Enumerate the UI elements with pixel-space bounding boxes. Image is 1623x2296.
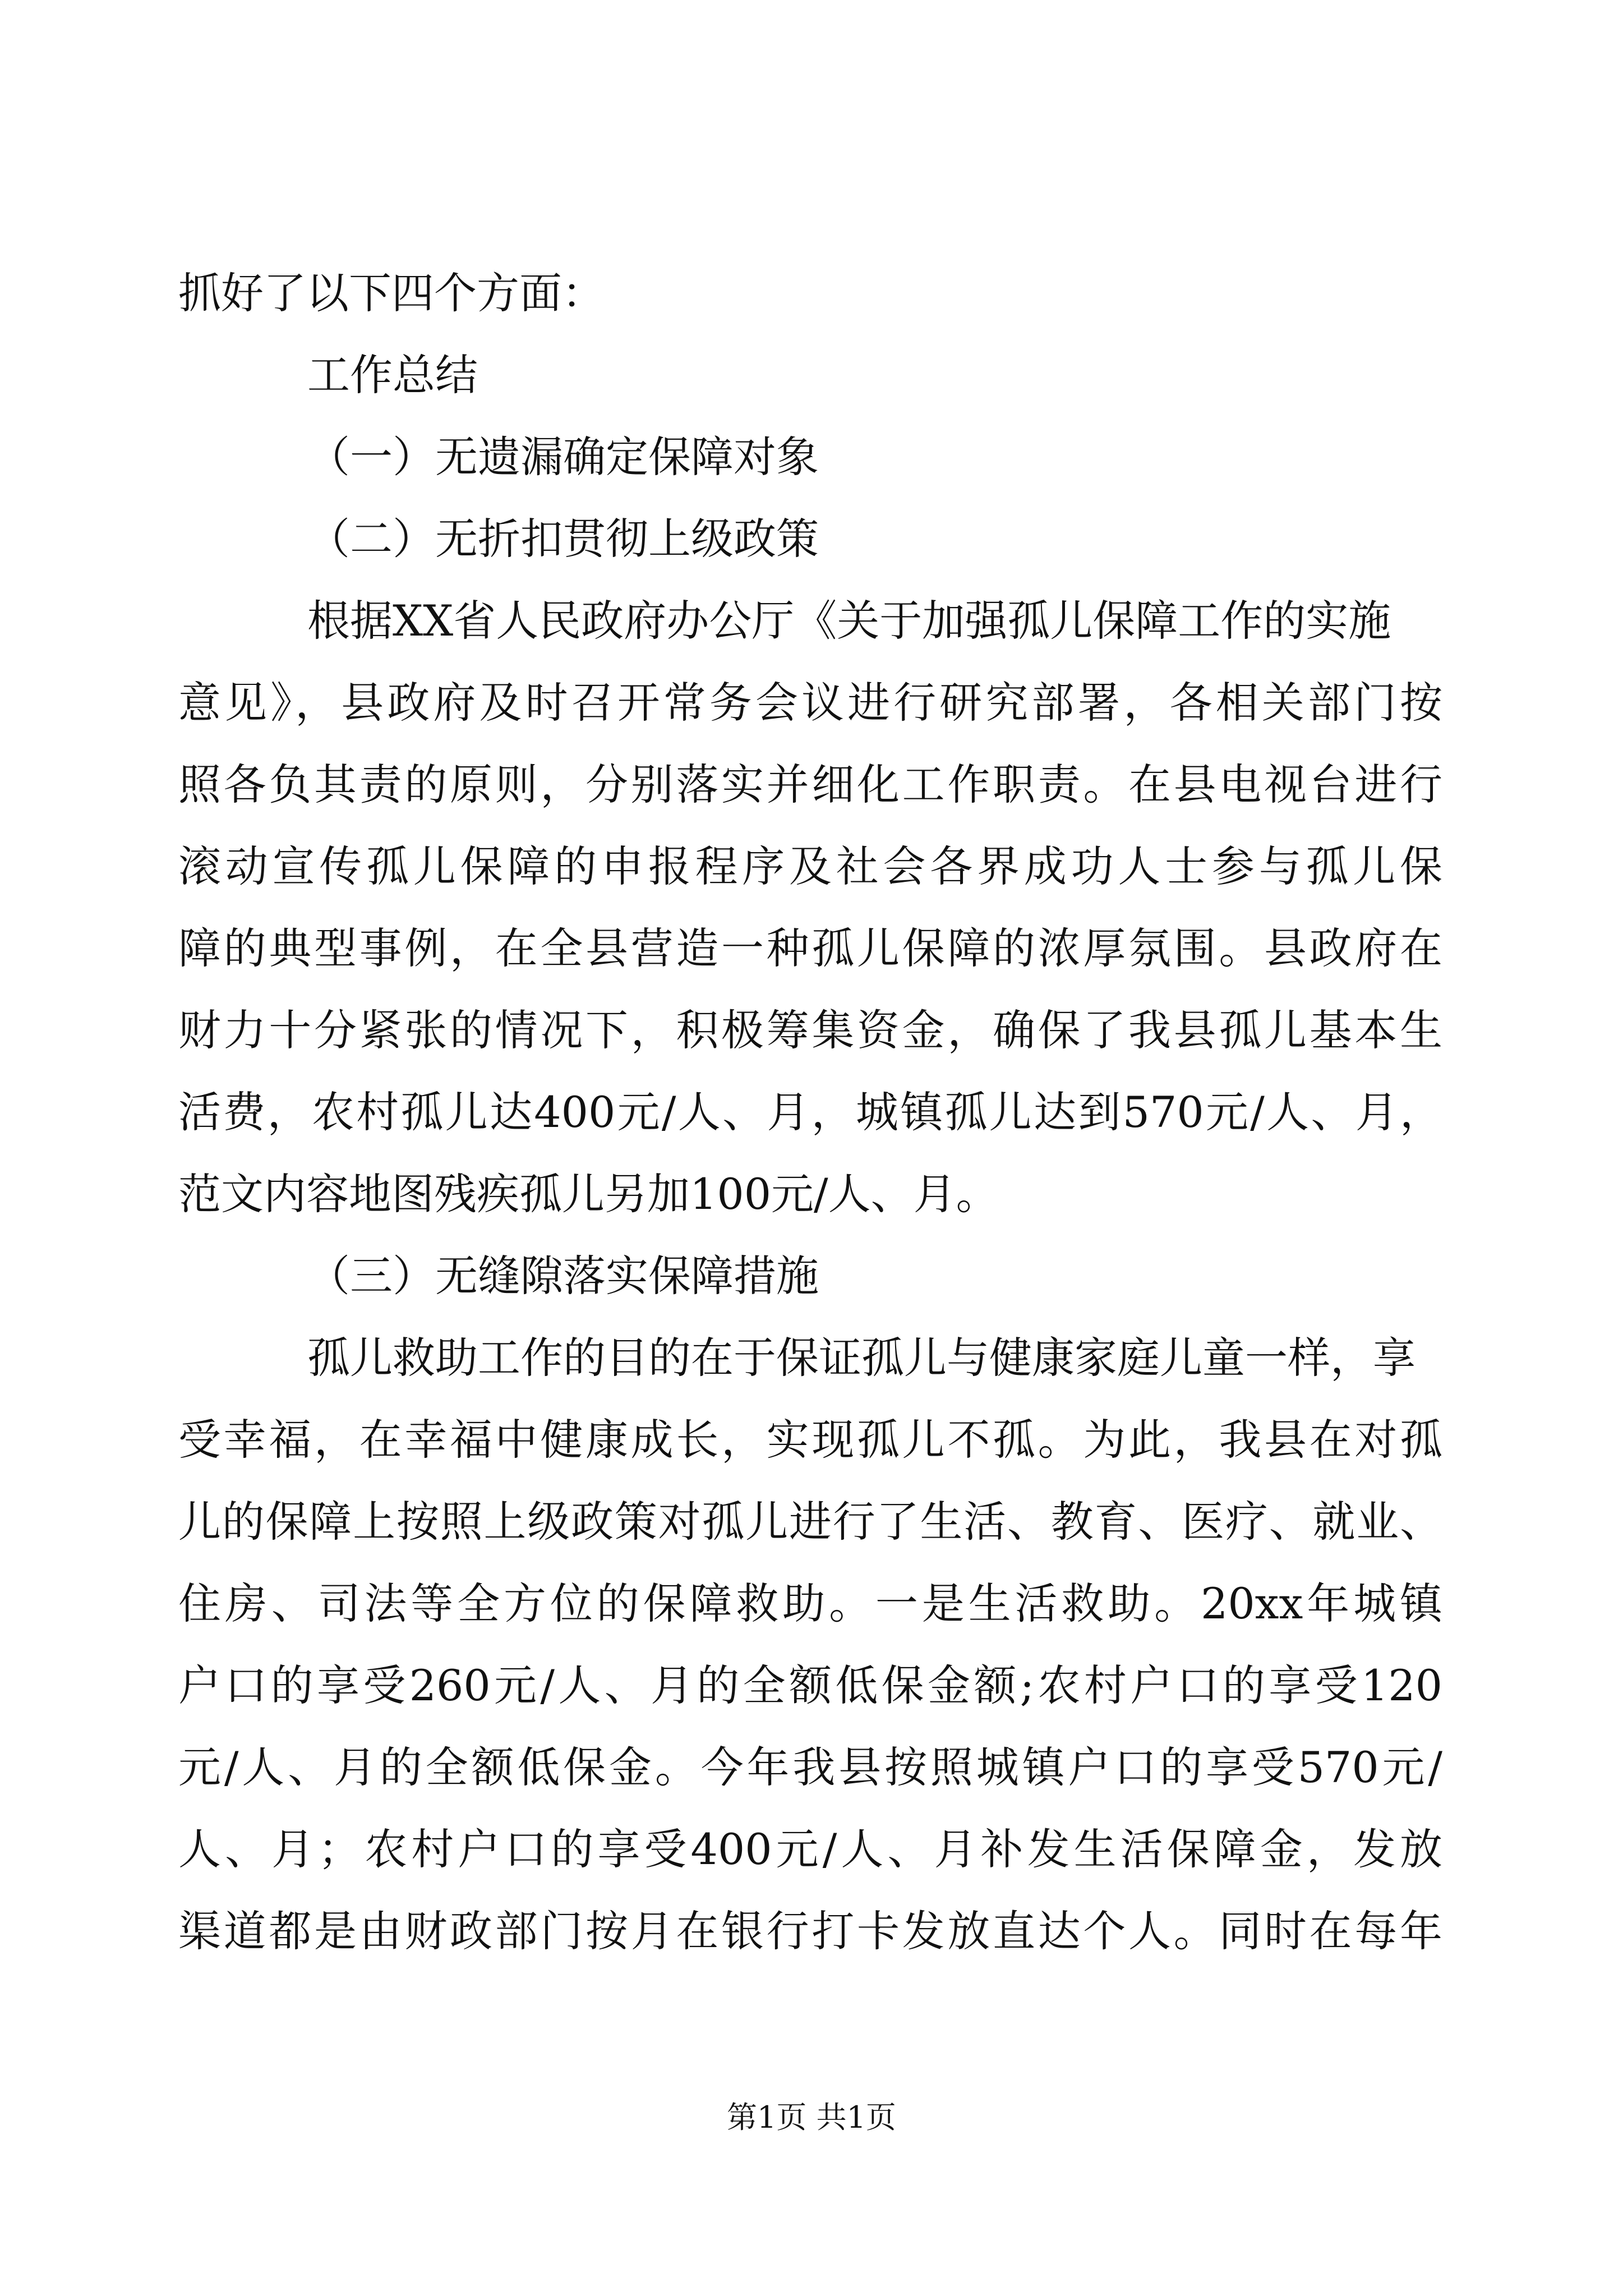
paragraph-line: 人、月；农村户口的享受400元/人、月补发生活保障金，发放 bbox=[178, 1824, 1442, 1874]
text-line: 抓好了以下四个方面： bbox=[178, 268, 605, 318]
section-title: 工作总结 bbox=[307, 350, 478, 400]
paragraph-line: 儿的保障上按照上级政策对孤儿进行了生活、教育、医疗、就业、 bbox=[178, 1497, 1442, 1547]
paragraph-line: 照各负其责的原则，分别落实并细化工作职责。在县电视台进行 bbox=[178, 760, 1442, 809]
section-heading-1: （一）无遗漏确定保障对象 bbox=[307, 432, 819, 482]
paragraph-line: 受幸福，在幸福中健康成长，实现孤儿不孤。为此，我县在对孤 bbox=[178, 1415, 1442, 1465]
document-body bbox=[178, 252, 1442, 1972]
page-number-label: 第1页 共1页 bbox=[727, 2100, 896, 2135]
paragraph-line: 住房、司法等全方位的保障救助。一是生活救助。20xx年城镇 bbox=[178, 1579, 1442, 1628]
page-footer bbox=[0, 2098, 1623, 2137]
section-heading-2: （二）无折扣贯彻上级政策 bbox=[307, 514, 819, 564]
paragraph-line: 活费，农村孤儿达400元/人、月，城镇孤儿达到570元/人、月， bbox=[178, 1087, 1442, 1137]
paragraph-line: 财力十分紧张的情况下，积极筹集资金，确保了我县孤儿基本生 bbox=[178, 1005, 1442, 1055]
section-heading-3: （三）无缝隙落实保障措施 bbox=[307, 1251, 819, 1301]
paragraph-line: 元/人、月的全额低保金。今年我县按照城镇户口的享受570元/ bbox=[178, 1742, 1442, 1792]
paragraph-line: 障的典型事例，在全县营造一种孤儿保障的浓厚氛围。县政府在 bbox=[178, 923, 1442, 973]
paragraph-line: 户口的享受260元/人、月的全额低保金额;农村户口的享受120 bbox=[178, 1660, 1442, 1710]
paragraph-line: 滚动宣传孤儿保障的申报程序及社会各界成功人士参与孤儿保 bbox=[178, 841, 1442, 891]
paragraph-line: 意见》，县政府及时召开常务会议进行研究部署，各相关部门按 bbox=[178, 678, 1442, 728]
paragraph-line: 孤儿救助工作的目的在于保证孤儿与健康家庭儿童一样，享 bbox=[307, 1333, 1415, 1383]
paragraph-line: 渠道都是由财政部门按月在银行打卡发放直达个人。同时在每年 bbox=[178, 1906, 1442, 1956]
paragraph-line: 根据XX省人民政府办公厅《关于加强孤儿保障工作的实施 bbox=[307, 596, 1391, 646]
paragraph-line: 范文内容地图残疾孤儿另加100元/人、月。 bbox=[178, 1169, 999, 1219]
